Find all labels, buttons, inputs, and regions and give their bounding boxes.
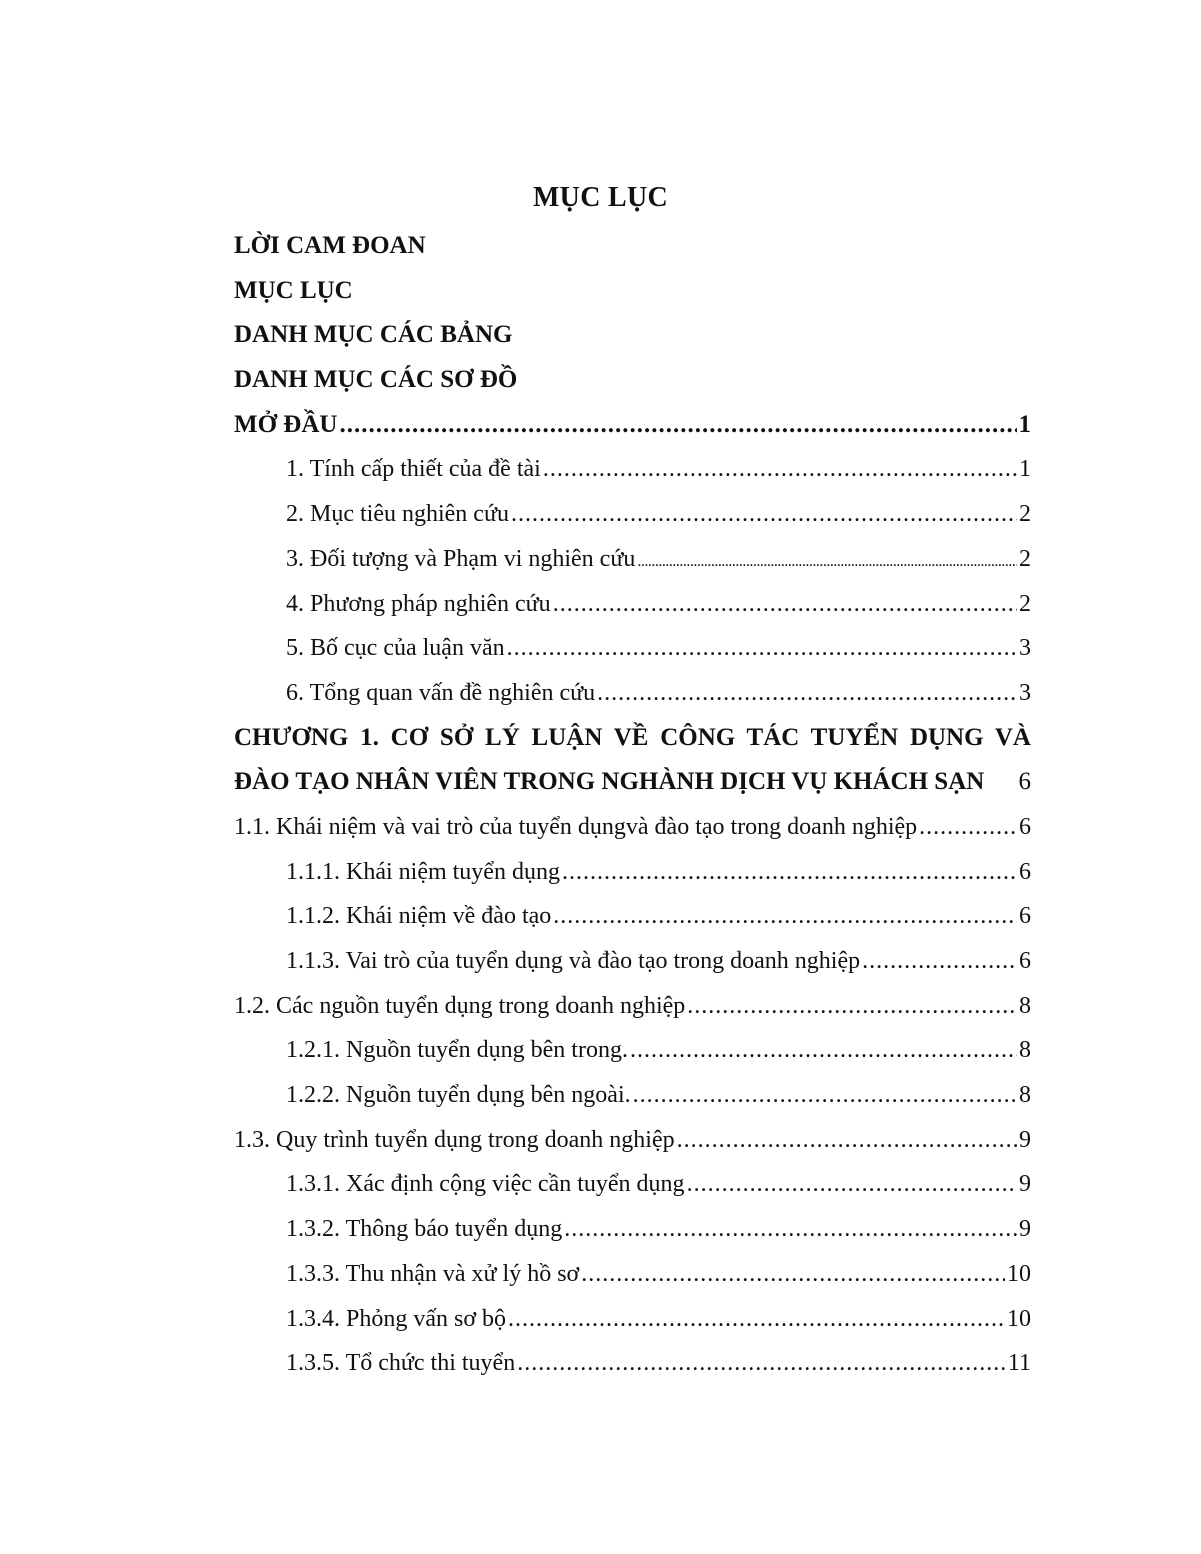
toc-entry-loi-cam-doan (234, 224, 1031, 269)
toc-page-number: 2 (1019, 590, 1031, 617)
toc-entry-label: MỞ ĐẦU (234, 410, 338, 438)
toc-page-number: 3 (1019, 635, 1031, 662)
toc-entry-label: 1.2.2. Nguồn tuyển dụng bên ngoài. (286, 1082, 631, 1109)
toc-entry-label: 1. Tính cấp thiết của đề tài (286, 456, 541, 483)
toc-leader-dots (677, 1118, 1017, 1163)
toc-entry-mo-dau (234, 403, 1031, 448)
toc-page-number: 10 (1007, 1305, 1031, 1332)
toc-page-number: 1 (1019, 456, 1031, 483)
toc-leader-dots (687, 984, 1017, 1029)
toc-entry-chapter-1-line-1 (234, 716, 1031, 761)
toc-entry (234, 805, 1031, 850)
toc-entry-label: 1.3.5. Tổ chức thi tuyển (286, 1350, 516, 1377)
toc-leader-dots (553, 894, 1017, 939)
toc-entry-label: 1.1. Khái niệm và vai trò của tuyển dụngvà đào tạo trong doanh nghiệp (234, 813, 918, 840)
toc-page-number: 2 (1019, 501, 1031, 528)
toc-entry-label: DANH MỤC CÁC SƠ ĐỒ (234, 366, 518, 394)
toc-entry (234, 1252, 1031, 1297)
toc-leader-dots (862, 939, 1017, 984)
toc-entry (234, 447, 1031, 492)
toc-leader-dots (633, 1073, 1017, 1118)
toc-leader-dots (630, 1028, 1017, 1073)
toc-page-number: 8 (1019, 992, 1031, 1019)
toc-entry-label: 1.3.3. Thu nhận và xử lý hồ sơ (286, 1260, 580, 1287)
toc-page-number: 6 (1019, 858, 1031, 885)
toc-page-number: 1 (1018, 410, 1031, 438)
toc-entry (234, 984, 1031, 1029)
toc-entry-label: 1.3. Quy trình tuyển dụng trong doanh nghiệp (234, 1126, 675, 1153)
toc-page-number: 10 (1007, 1260, 1031, 1287)
toc-entry (234, 582, 1031, 627)
toc-entry (234, 1028, 1031, 1073)
toc-entry-label: 5. Bố cục của luận văn (286, 635, 505, 662)
toc-entry-label: 1.1.3. Vai trò của tuyển dụng và đào tạo trong doanh nghiệp (286, 948, 861, 974)
toc-entry (234, 492, 1031, 537)
toc-page-number: 2 (1019, 545, 1031, 572)
toc-entry (234, 1118, 1031, 1163)
toc-leader-dots (508, 1297, 1005, 1342)
toc-entry-label: 1.2.1. Nguồn tuyển dụng bên trong. (286, 1037, 628, 1064)
toc-entry-danh-muc-bang (234, 313, 1031, 358)
toc-entry-label: 1.3.4. Phỏng vấn sơ bộ (286, 1305, 507, 1332)
toc-entry (234, 1073, 1031, 1118)
toc-entry (234, 1297, 1031, 1342)
toc-entry-label: MỤC LỤC (234, 276, 353, 304)
toc-leader-dots (581, 1252, 1005, 1297)
toc-entry (234, 894, 1031, 939)
toc-entry (234, 537, 1031, 582)
toc-entry-label: 3. Đối tượng và Phạm vi nghiên cứu (286, 545, 636, 572)
toc-page-number: 6 (1018, 768, 1031, 796)
toc-entry (234, 1341, 1031, 1386)
table-of-contents (234, 224, 1031, 1386)
toc-leader-dots (564, 1207, 1017, 1252)
toc-entry-label: 1.2. Các nguồn tuyển dụng trong doanh nghiệp (234, 992, 686, 1019)
toc-page-number: 6 (1019, 948, 1031, 974)
toc-page-number: 3 (1019, 679, 1031, 706)
toc-leader-dots (562, 850, 1017, 895)
toc-entry-label: 1.1.1. Khái niệm tuyển dụng (286, 858, 560, 885)
toc-entry-label: 1.1.2. Khái niệm về đào tạo (286, 903, 552, 930)
toc-page-number: 6 (1019, 903, 1031, 930)
toc-entry (234, 850, 1031, 895)
toc-entry-label: LỜI CAM ĐOAN (234, 232, 426, 259)
toc-entry-label: 1.3.1. Xác định cộng việc cần tuyển dụng (286, 1171, 685, 1198)
toc-entry-label: CHƯƠNG 1. CƠ SỞ LÝ LUẬN VỀ CÔNG TÁC TUYỂN DỤNG VÀ (234, 723, 1031, 751)
toc-entry (234, 1162, 1031, 1207)
toc-entry-label: 6. Tổng quan vấn đề nghiên cứu (286, 679, 596, 706)
page-title: MỤC LỤC (532, 182, 669, 213)
toc-leader-dots (637, 537, 1017, 585)
toc-leader-dots (553, 582, 1017, 627)
toc-entry-label: 4. Phương pháp nghiên cứu (286, 590, 551, 617)
toc-page-number: 8 (1019, 1037, 1031, 1064)
toc-page-number: 8 (1019, 1082, 1031, 1109)
toc-entry-label: 2. Mục tiêu nghiên cứu (286, 501, 509, 528)
toc-entry (234, 626, 1031, 671)
toc-leader-dots (543, 447, 1017, 492)
toc-entry-muc-luc (234, 269, 1031, 314)
toc-leader-dots (511, 492, 1017, 537)
toc-entry (234, 939, 1031, 984)
toc-leader-dots (339, 403, 1016, 448)
toc-entry (234, 671, 1031, 716)
toc-page-number: 6 (1019, 813, 1031, 840)
toc-entry-label: DANH MỤC CÁC BẢNG (234, 321, 513, 349)
toc-entry-danh-muc-so-do (234, 358, 1031, 403)
toc-entry-label: ĐÀO TẠO NHÂN VIÊN TRONG NGHÀNH DỊCH VỤ KHÁCH SẠN (234, 768, 985, 796)
toc-page-number: 9 (1019, 1216, 1031, 1243)
toc-page-number: 9 (1019, 1171, 1031, 1198)
toc-entry-chapter-1-line-2 (234, 760, 1031, 805)
toc-leader-dots (517, 1341, 1006, 1386)
toc-leader-dots (507, 626, 1017, 671)
toc-entry-label: 1.3.2. Thông báo tuyển dụng (286, 1216, 563, 1243)
toc-leader-dots (687, 1162, 1017, 1207)
toc-page-number: 9 (1019, 1126, 1031, 1153)
toc-leader-dots (597, 671, 1017, 716)
toc-page-number: 11 (1007, 1350, 1031, 1377)
toc-entry (234, 1207, 1031, 1252)
toc-leader-dots (919, 805, 1017, 850)
